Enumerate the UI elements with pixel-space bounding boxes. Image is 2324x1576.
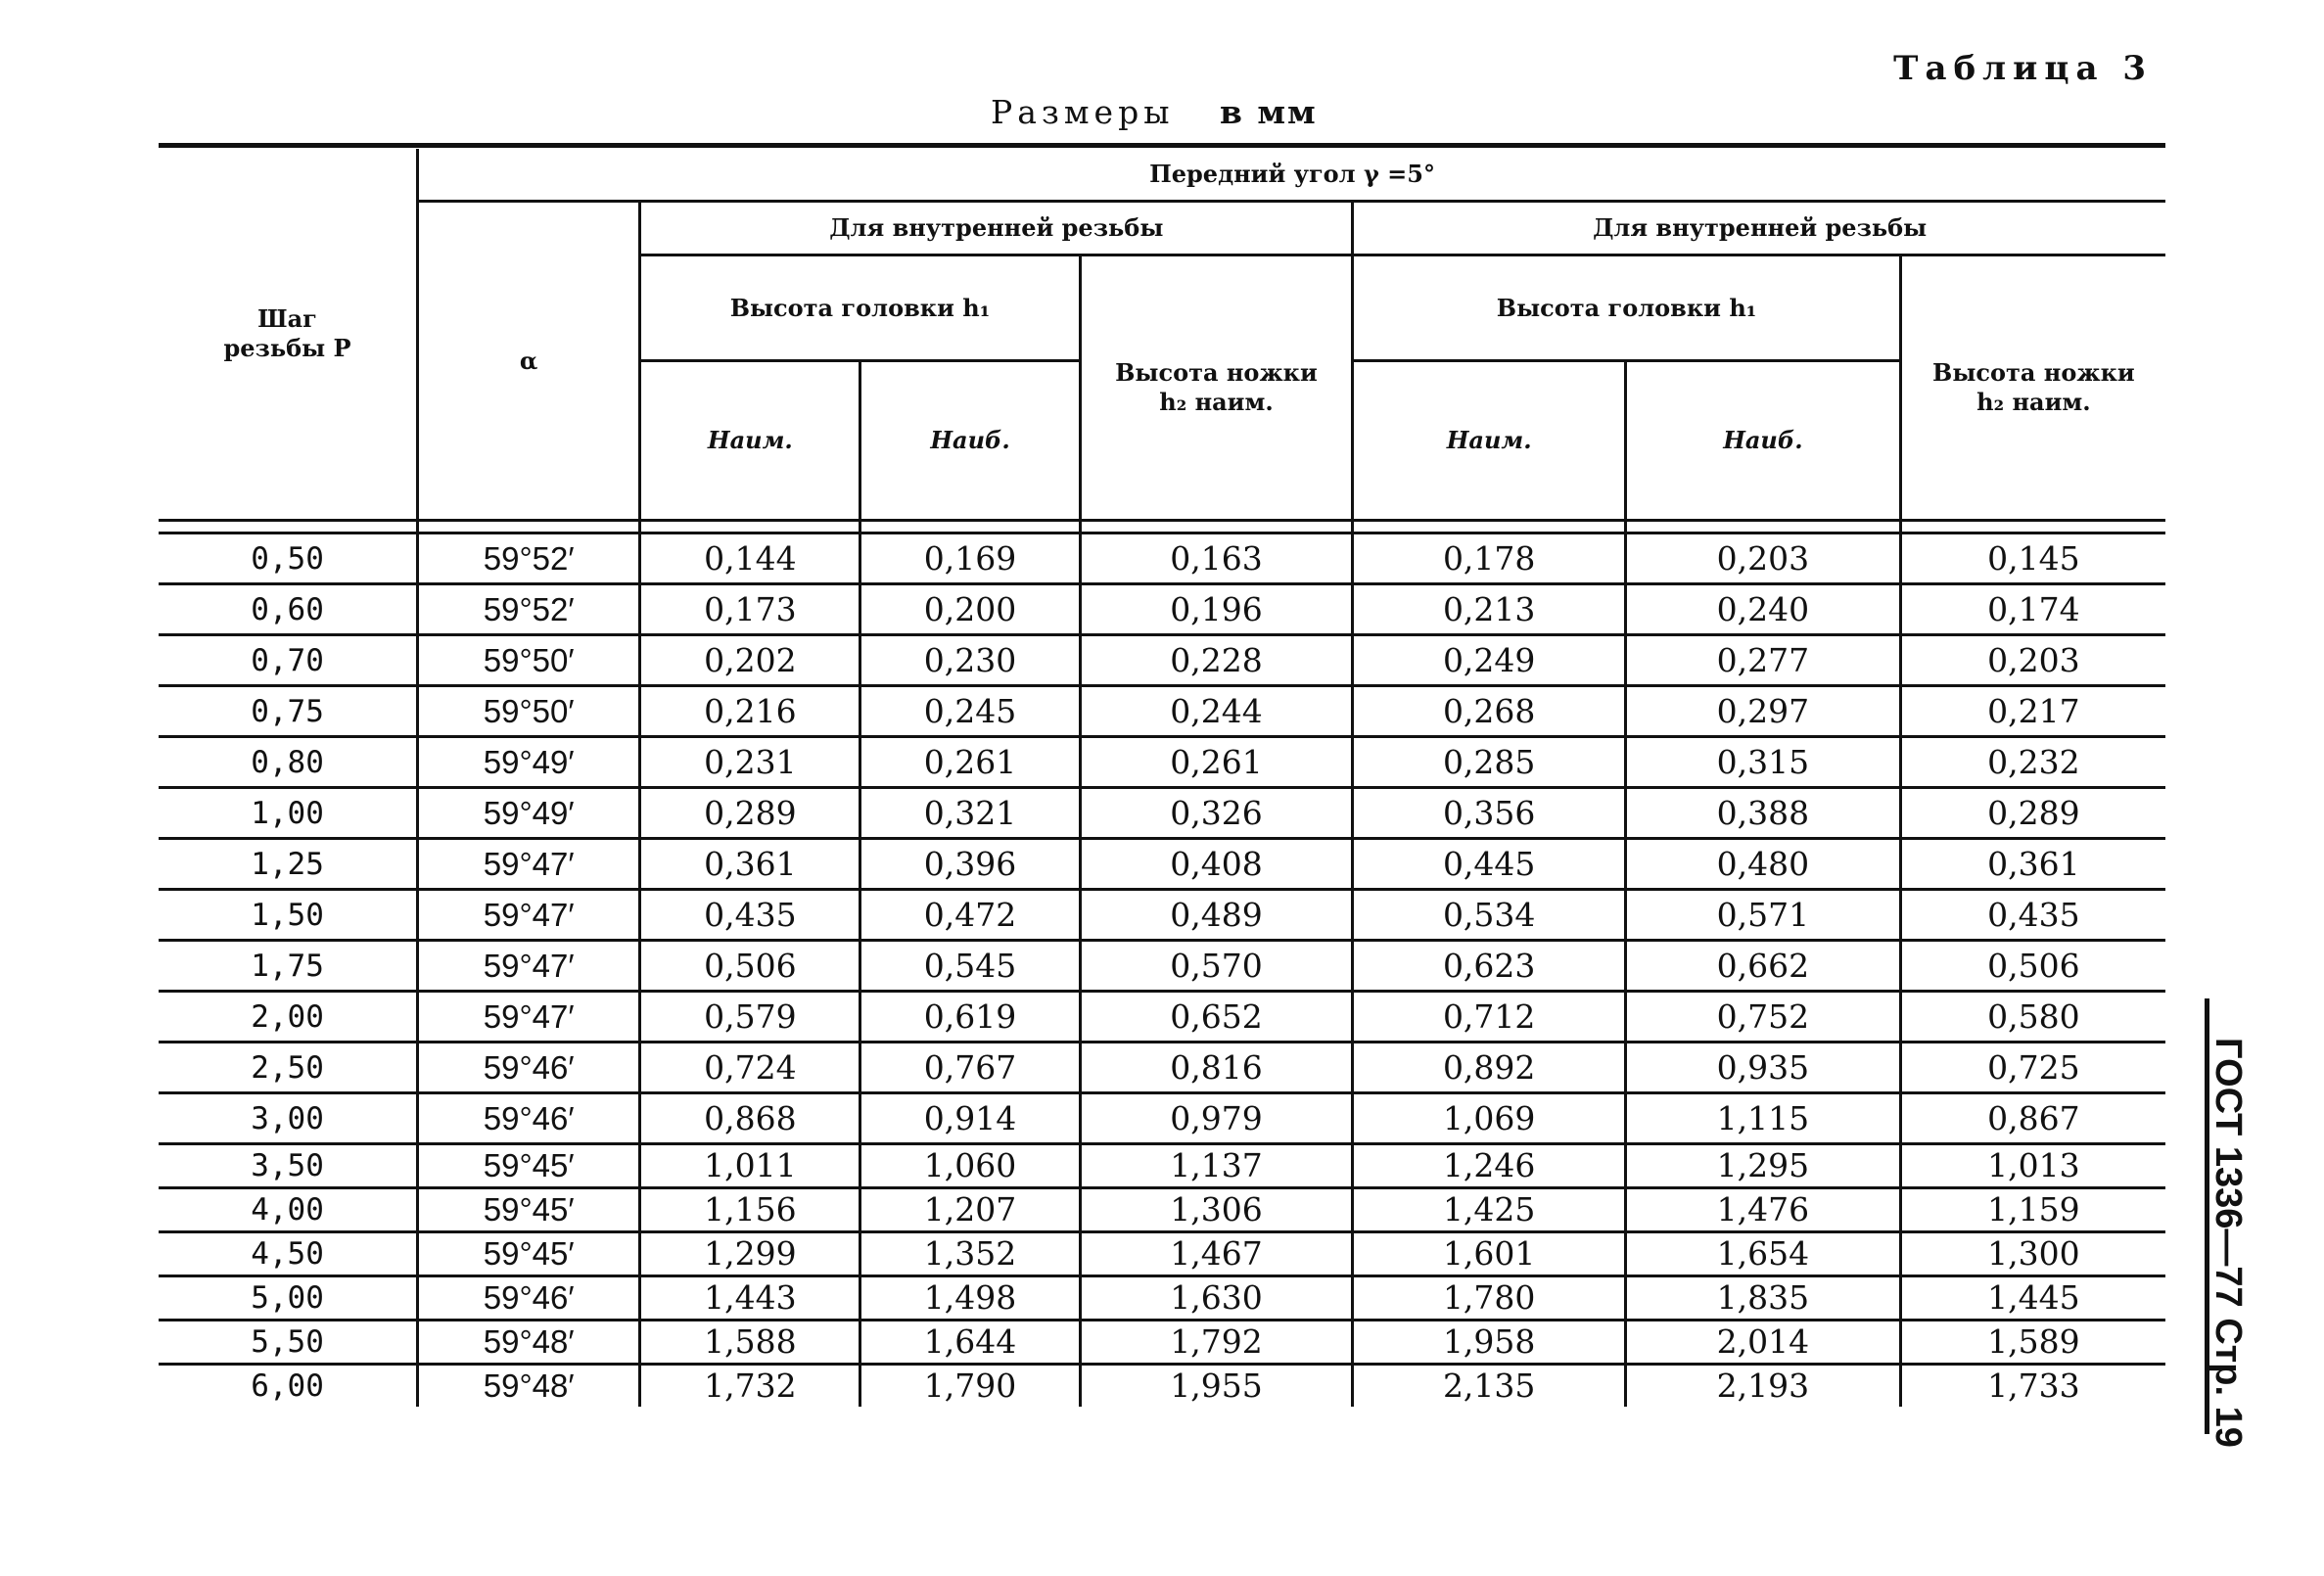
cell-foot-2: 0,217: [1900, 686, 2165, 737]
cell-max-1: 0,472: [860, 890, 1080, 941]
cell-min-1: 0,868: [640, 1093, 860, 1144]
cell-max-2: 2,193: [1626, 1365, 1901, 1408]
header-min-1: Наим.: [640, 361, 860, 521]
table-row: [159, 635, 2165, 686]
cell-min-1: 0,361: [640, 839, 860, 890]
cell-foot-1: 0,408: [1080, 839, 1353, 890]
cell-max-2: 0,662: [1626, 941, 1901, 992]
header-group-1: Для внутренней резьбы: [640, 202, 1353, 255]
cell-alpha: 59°49′: [418, 788, 640, 839]
cell-min-2: 2,135: [1353, 1365, 1626, 1408]
cell-max-2: 1,476: [1626, 1188, 1901, 1232]
cell-max-1: 0,396: [860, 839, 1080, 890]
cell-max-1: 1,790: [860, 1365, 1080, 1408]
header-rake-angle: Передний угол γ =5°: [418, 149, 2165, 202]
cell-min-2: 0,178: [1353, 533, 1626, 584]
cell-alpha: 59°45′: [418, 1188, 640, 1232]
cell-min-2: 0,268: [1353, 686, 1626, 737]
cell-max-1: 1,498: [860, 1276, 1080, 1321]
cell-max-2: 1,295: [1626, 1144, 1901, 1188]
cell-min-1: 0,202: [640, 635, 860, 686]
cell-max-2: 0,277: [1626, 635, 1901, 686]
cell-min-2: 0,445: [1353, 839, 1626, 890]
cell-min-2: 0,356: [1353, 788, 1626, 839]
cell-foot-1: 0,652: [1080, 992, 1353, 1043]
cell-min-2: 0,534: [1353, 890, 1626, 941]
cell-max-1: 0,230: [860, 635, 1080, 686]
gost-page-label: ГОСТ 1336—77 Стр. 19: [2208, 1038, 2249, 1448]
cell-min-1: 1,443: [640, 1276, 860, 1321]
cell-max-1: 0,321: [860, 788, 1080, 839]
cell-step: 1,00: [159, 788, 418, 839]
cell-alpha: 59°48′: [418, 1321, 640, 1365]
cell-alpha: 59°47′: [418, 992, 640, 1043]
cell-foot-1: 1,630: [1080, 1276, 1353, 1321]
cell-foot-2: 1,300: [1900, 1232, 2165, 1276]
table-row: [159, 686, 2165, 737]
cell-max-2: 0,935: [1626, 1043, 1901, 1093]
cell-max-2: 0,315: [1626, 737, 1901, 788]
cell-foot-2: 0,361: [1900, 839, 2165, 890]
cell-alpha: 59°46′: [418, 1043, 640, 1093]
cell-foot-2: 1,589: [1900, 1321, 2165, 1365]
cell-step: 0,80: [159, 737, 418, 788]
header-alpha: α: [418, 202, 640, 521]
header-head-height-2: Высота головки h₁: [1353, 255, 1900, 361]
cell-step: 3,00: [159, 1093, 418, 1144]
cell-foot-2: 1,445: [1900, 1276, 2165, 1321]
cell-max-1: 0,767: [860, 1043, 1080, 1093]
cell-min-1: 0,173: [640, 584, 860, 635]
cell-foot-2: 0,435: [1900, 890, 2165, 941]
cell-foot-1: 0,163: [1080, 533, 1353, 584]
cell-step: 5,00: [159, 1276, 418, 1321]
cell-min-1: 1,588: [640, 1321, 860, 1365]
cell-foot-2: 0,580: [1900, 992, 2165, 1043]
cell-foot-1: 0,228: [1080, 635, 1353, 686]
table-row: [159, 1043, 2165, 1093]
cell-alpha: 59°52′: [418, 533, 640, 584]
cell-min-1: 0,579: [640, 992, 860, 1043]
cell-min-1: 0,289: [640, 788, 860, 839]
cell-min-1: 0,506: [640, 941, 860, 992]
cell-step: 0,75: [159, 686, 418, 737]
units-label: Размеры: [991, 93, 1175, 131]
header-foot-height-2: Высота ножки h₂ наим.: [1900, 255, 2165, 521]
cell-max-1: 0,245: [860, 686, 1080, 737]
table-row: [159, 1144, 2165, 1188]
cell-foot-1: 1,792: [1080, 1321, 1353, 1365]
cell-foot-1: 1,467: [1080, 1232, 1353, 1276]
cell-alpha: 59°45′: [418, 1144, 640, 1188]
cell-foot-1: 0,196: [1080, 584, 1353, 635]
units-caption: [991, 93, 1318, 131]
cell-max-1: 1,207: [860, 1188, 1080, 1232]
cell-max-1: 1,060: [860, 1144, 1080, 1188]
cell-min-1: 0,435: [640, 890, 860, 941]
cell-min-2: 0,892: [1353, 1043, 1626, 1093]
cell-foot-2: 0,725: [1900, 1043, 2165, 1093]
table-row: [159, 1321, 2165, 1365]
header-group-2: Для внутренней резьбы: [1353, 202, 2165, 255]
header-step: Шаг резьбы P: [223, 304, 351, 362]
cell-step: 4,50: [159, 1232, 418, 1276]
cell-foot-1: 0,570: [1080, 941, 1353, 992]
cell-step: 4,00: [159, 1188, 418, 1232]
cell-min-2: 0,623: [1353, 941, 1626, 992]
cell-min-2: 0,285: [1353, 737, 1626, 788]
cell-max-2: 1,835: [1626, 1276, 1901, 1321]
cell-step: 3,50: [159, 1144, 418, 1188]
cell-max-2: 1,654: [1626, 1232, 1901, 1276]
cell-step: 1,25: [159, 839, 418, 890]
cell-alpha: 59°50′: [418, 635, 640, 686]
header-foot-height-1: Высота ножки h₂ наим.: [1080, 255, 1353, 521]
cell-max-2: 0,571: [1626, 890, 1901, 941]
cell-min-1: 0,231: [640, 737, 860, 788]
cell-foot-1: 0,979: [1080, 1093, 1353, 1144]
cell-min-1: 1,732: [640, 1365, 860, 1408]
table-row: [159, 584, 2165, 635]
cell-step: 6,00: [251, 1368, 324, 1404]
cell-alpha: 59°52′: [418, 584, 640, 635]
cell-foot-2: 0,174: [1900, 584, 2165, 635]
cell-min-2: 0,712: [1353, 992, 1626, 1043]
cell-foot-1: 0,261: [1080, 737, 1353, 788]
cell-foot-2: 1,733: [1900, 1365, 2165, 1408]
cell-max-1: 0,914: [860, 1093, 1080, 1144]
cell-max-2: 0,480: [1626, 839, 1901, 890]
cell-alpha: 59°46′: [418, 1093, 640, 1144]
cell-step: 2,00: [159, 992, 418, 1043]
cell-min-1: 0,724: [640, 1043, 860, 1093]
cell-foot-1: 0,326: [1080, 788, 1353, 839]
cell-max-2: 2,014: [1626, 1321, 1901, 1365]
cell-max-2: 0,388: [1626, 788, 1901, 839]
cell-foot-2: 0,232: [1900, 737, 2165, 788]
table-row: [159, 941, 2165, 992]
table-row: [159, 737, 2165, 788]
cell-foot-1: 0,244: [1080, 686, 1353, 737]
cell-step: 5,50: [159, 1321, 418, 1365]
cell-min-2: 1,958: [1353, 1321, 1626, 1365]
table-row: [159, 1188, 2165, 1232]
header-head-height-1: Высота головки h₁: [640, 255, 1080, 361]
cell-foot-1: 0,816: [1080, 1043, 1353, 1093]
cell-foot-1: 1,955: [1080, 1365, 1353, 1408]
cell-min-1: 0,216: [640, 686, 860, 737]
table-row: [159, 1093, 2165, 1144]
cell-alpha: 59°47′: [418, 839, 640, 890]
cell-foot-2: 0,145: [1900, 533, 2165, 584]
cell-min-1: 0,144: [640, 533, 860, 584]
table-number: Таблица 3: [1893, 49, 2153, 88]
cell-max-1: 0,200: [860, 584, 1080, 635]
table-row: [159, 1365, 2165, 1408]
cell-max-2: 1,115: [1626, 1093, 1901, 1144]
cell-min-1: 1,011: [640, 1144, 860, 1188]
cell-min-2: 1,246: [1353, 1144, 1626, 1188]
cell-max-2: 0,240: [1626, 584, 1901, 635]
table-row: [159, 1232, 2165, 1276]
header-max-2: Наиб.: [1626, 361, 1901, 521]
page-footer-vertical: [2205, 1038, 2254, 1449]
cell-step: 0,60: [159, 584, 418, 635]
top-rule: [159, 143, 2165, 148]
cell-foot-2: 1,013: [1900, 1144, 2165, 1188]
header-min-2: Наим.: [1353, 361, 1626, 521]
cell-max-2: 0,297: [1626, 686, 1901, 737]
cell-max-1: 0,169: [860, 533, 1080, 584]
cell-min-2: 1,780: [1353, 1276, 1626, 1321]
cell-alpha: 59°45′: [418, 1232, 640, 1276]
cell-max-1: 0,619: [860, 992, 1080, 1043]
cell-step: 1,50: [159, 890, 418, 941]
cell-max-1: 0,545: [860, 941, 1080, 992]
units-unit: в мм: [1219, 93, 1318, 131]
cell-step: 1,75: [159, 941, 418, 992]
cell-max-2: 0,752: [1626, 992, 1901, 1043]
cell-alpha: 59°49′: [418, 737, 640, 788]
cell-max-2: 0,203: [1626, 533, 1901, 584]
cell-foot-2: 0,506: [1900, 941, 2165, 992]
cell-foot-2: 1,159: [1900, 1188, 2165, 1232]
cell-max-1: 0,261: [860, 737, 1080, 788]
cell-min-2: 1,601: [1353, 1232, 1626, 1276]
cell-alpha: 59°47′: [418, 890, 640, 941]
table-row: [159, 533, 2165, 584]
cell-min-2: 0,213: [1353, 584, 1626, 635]
cell-min-2: 0,249: [1353, 635, 1626, 686]
table-row: [159, 1276, 2165, 1321]
cell-max-1: 1,644: [860, 1321, 1080, 1365]
table-row: [159, 839, 2165, 890]
cell-step: 0,70: [159, 635, 418, 686]
cell-step: 2,50: [159, 1043, 418, 1093]
cell-foot-2: 0,203: [1900, 635, 2165, 686]
cell-alpha: 59°47′: [418, 941, 640, 992]
cell-step: 0,50: [159, 533, 418, 584]
cell-min-2: 1,069: [1353, 1093, 1626, 1144]
cell-alpha: 59°50′: [418, 686, 640, 737]
cell-foot-2: 0,289: [1900, 788, 2165, 839]
cell-max-1: 1,352: [860, 1232, 1080, 1276]
table-row: [159, 992, 2165, 1043]
cell-min-1: 1,299: [640, 1232, 860, 1276]
table-row: [159, 788, 2165, 839]
cell-foot-1: 1,137: [1080, 1144, 1353, 1188]
cell-min-1: 1,156: [640, 1188, 860, 1232]
cell-foot-1: 0,489: [1080, 890, 1353, 941]
header-max-1: Наиб.: [860, 361, 1080, 521]
cell-alpha: 59°48′: [418, 1365, 640, 1408]
header-separator: [159, 521, 2165, 533]
cell-min-2: 1,425: [1353, 1188, 1626, 1232]
dimensions-table: [159, 149, 2165, 1407]
cell-foot-1: 1,306: [1080, 1188, 1353, 1232]
cell-alpha: 59°46′: [418, 1276, 640, 1321]
cell-foot-2: 0,867: [1900, 1093, 2165, 1144]
table-row: [159, 890, 2165, 941]
